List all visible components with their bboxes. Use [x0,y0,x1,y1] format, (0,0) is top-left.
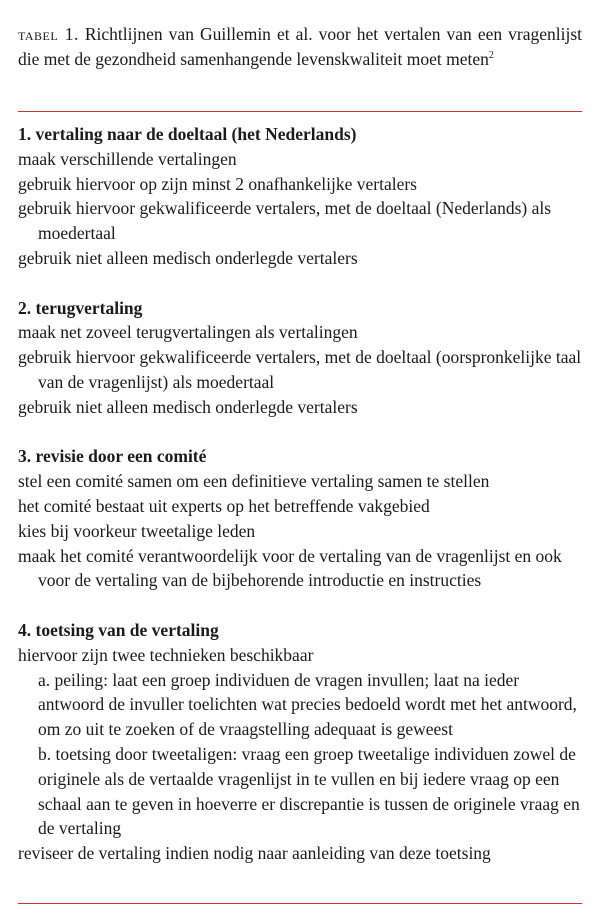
section-heading: 4. toetsing van de vertaling [18,619,219,640]
section-terugvertaling [18,296,582,420]
list-item: maak net zoveel terugvertalingen als vertalingen [18,322,358,343]
section-revisie [18,444,582,593]
table-body [18,122,582,866]
sub-list [18,668,582,842]
section-toetsing [18,618,582,866]
list-item: reviseer de vertaling indien nodig naar aanleiding van deze toetsing [18,843,491,864]
sub-list-item: a. peiling: laat een groep individuen de vragen invullen; laat na ieder antwoord de invuller toelichten wat precies bedoeld wordt met het antwoord, om zo uit te zoeken of de vraagstelling adequaat is geweest [38,669,577,740]
list-item: gebruik hiervoor op zijn minst 2 onafhankelijke vertalers [18,173,417,194]
section-vertaling [18,122,582,271]
list-item: hiervoor zijn twee technieken beschikbaar [18,644,314,665]
list-item: kies bij voorkeur tweetalige leden [18,520,256,541]
list-item: het comité bestaat uit experts op het betreffende vakgebied [18,495,430,516]
table-label: tabel 1. [18,24,79,44]
caption-text: Richtlijnen van Guillemin et al. voor het vertalen van een vragenlijst die met de gezondheid samenhangende levenskwaliteit moet meten [18,24,582,69]
list-item: maak verschillende vertalingen [18,148,237,169]
bottom-rule [18,903,582,904]
sub-list-item: b. toetsing door tweetaligen: vraag een groep tweetalige individuen zowel de originele als de vertaalde vragenlijst in te vullen en bij iedere vraag op een schaal aan te geven in hoeverre er discrepantie is tussen de originele vraag en de vertaling [38,743,580,839]
list-item: gebruik hiervoor gekwalificeerde vertalers, met de doeltaal (Nederlands) als moedertaal [18,198,552,244]
section-heading: 3. revisie door een comité [18,446,207,467]
top-rule [18,111,582,112]
list-item: gebruik niet alleen medisch onderlegde vertalers [18,396,358,417]
table-caption [18,22,582,72]
section-heading: 1. vertaling naar de doeltaal (het Nederlands) [18,124,357,144]
list-item: maak het comité verantwoordelijk voor de vertaling van de vragenlijst en ook voor de vertaling van de bijbehorende introductie en instructies [18,545,562,591]
list-item: gebruik niet alleen medisch onderlegde vertalers [18,247,358,268]
list-item: stel een comité samen om een definitieve vertaling samen te stellen [18,471,490,492]
list-item: gebruik hiervoor gekwalificeerde vertalers, met de doeltaal (oorspronkelijke taal van de vragenlijst) als moedertaal [18,347,582,392]
caption-reference: 2 [488,50,494,62]
section-heading: 2. terugvertaling [18,297,143,318]
